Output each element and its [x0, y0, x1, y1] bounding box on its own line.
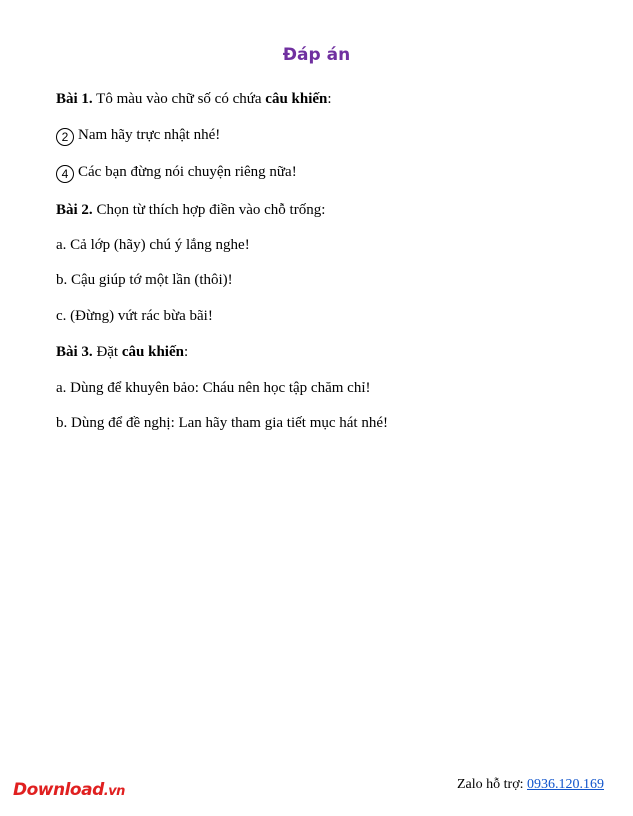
- bai1-item: [56, 162, 297, 183]
- bai2-heading: [56, 200, 325, 220]
- bai3-text: Đặt: [92, 344, 122, 360]
- bai3-item: a. Dùng để khuyên bảo: Cháu nên học tập chăm chỉ!: [56, 380, 371, 396]
- bai2-item: c. (Đừng) vứt rác bừa bãi!: [56, 308, 213, 324]
- bai1-colon: :: [327, 91, 332, 107]
- bai3-item: b. Dùng để đề nghị: Lan hãy tham gia tiết mục hát nhé!: [56, 415, 388, 431]
- bai1-label: Bài 1.: [56, 91, 93, 107]
- bai3-heading: [56, 342, 188, 362]
- support-contact: [457, 777, 604, 793]
- bai1-text: Tô màu vào chữ số có chứa: [92, 91, 266, 107]
- bai1-keyword: câu khiến: [265, 91, 328, 107]
- phone-link[interactable]: 0936.120.169: [527, 777, 604, 792]
- bai1-item: [56, 125, 220, 146]
- download-logo[interactable]: [13, 780, 125, 800]
- bai3-colon: :: [183, 344, 189, 360]
- bai1-heading: [56, 89, 332, 109]
- logo-suffix-text: .vn: [103, 784, 125, 799]
- bai3-label: Bài 3.: [56, 344, 93, 360]
- bai1-item-text: Các bạn đừng nói chuyện riêng nữa!: [78, 164, 297, 180]
- bai3-keyword: câu khiến: [121, 344, 184, 360]
- bai2-label: Bài 2.: [56, 202, 93, 218]
- bai1-item-text: Nam hãy trực nhật nhé!: [78, 127, 221, 143]
- support-label: Zalo hỗ trợ:: [457, 777, 527, 792]
- bai2-text: Chọn từ thích hợp điền vào chỗ trống:: [92, 202, 326, 218]
- circled-number: 2: [56, 128, 74, 146]
- circled-number: 4: [56, 165, 74, 183]
- bai2-item: a. Cả lớp (hãy) chú ý lắng nghe!: [56, 237, 250, 253]
- bai2-item: b. Cậu giúp tớ một lần (thôi)!: [56, 272, 233, 288]
- page-title: Đáp án: [282, 45, 351, 65]
- logo-main-text: Download: [13, 780, 104, 800]
